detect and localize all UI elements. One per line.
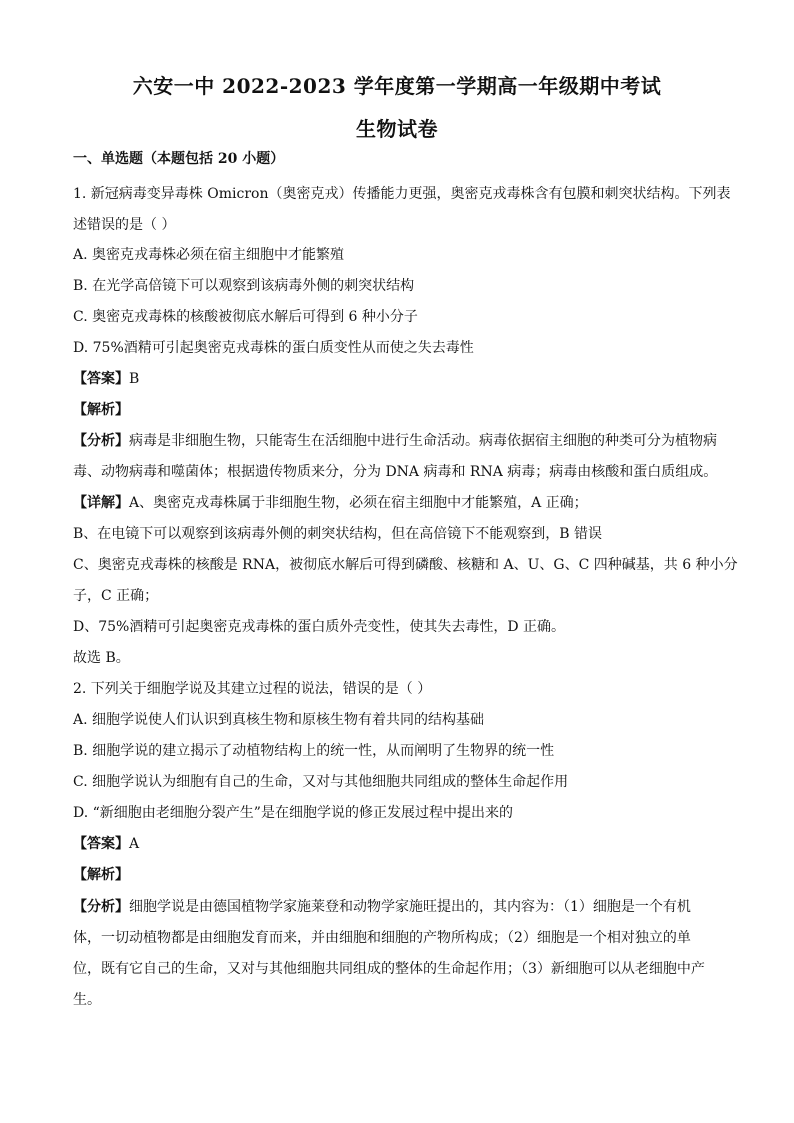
fenxi-label: 【分析】	[73, 433, 129, 449]
q2-answer	[73, 834, 139, 854]
q1-option-d: D. 75%酒精可引起奥密克戎毒株的蛋白质变性从而使之失去毒性	[73, 340, 474, 356]
q2-stem: 2. 下列关于细胞学说及其建立过程的说法，错误的是（ ）	[73, 681, 432, 697]
q1-answer	[73, 369, 139, 389]
q1-xiangjie-c2: 子，C 正确；	[73, 588, 159, 604]
q2-fenxi-line3: 位，既有它自己的生命，又对与其他细胞共同组成的整体的生命起作用；（3）新细胞可以从老细胞中产	[73, 961, 705, 977]
q1-fenxi-line2: 毒、动物病毒和噬菌体；根据遗传物质来分，分为 DNA 病毒和 RNA 病毒；病毒由核酸和蛋白质组成。	[73, 464, 718, 480]
answer-label: 【答案】	[73, 836, 129, 852]
q2-option-d: D. “新细胞由老细胞分裂产生”是在细胞学说的修正发展过程中提出来的	[73, 805, 513, 821]
fenxi-text: 病毒是非细胞生物，只能寄生在活细胞中进行生命活动。病毒依据宿主细胞的种类可分为植物病	[129, 433, 717, 449]
q1-option-c: C. 奥密克戎毒株的核酸被彻底水解后可得到 6 种小分子	[73, 309, 418, 325]
answer-label: 【答案】	[73, 371, 129, 387]
q1-option-b: B. 在光学高倍镜下可以观察到该病毒外侧的刺突状结构	[73, 278, 415, 294]
q2-option-a: A. 细胞学说使人们认识到真核生物和原核生物有着共同的结构基础	[73, 712, 485, 728]
q1-stem-line2: 述错误的是（ ）	[73, 217, 176, 233]
q1-analysis-label: 【解析】	[73, 402, 129, 418]
xiangjie-label: 【详解】	[73, 495, 129, 511]
q1-stem-line1: 1. 新冠病毒变异毒株 Omicron（奥密克戎）传播能力更强，奥密克戎毒株含有包膜和刺突状结构。下列表	[73, 186, 731, 202]
exam-subtitle: 生物试卷	[356, 117, 438, 141]
q2-fenxi-line1	[73, 897, 691, 917]
fenxi-text: 细胞学说是由德国植物学家施莱登和动物学家施旺提出的，其内容为：（1）细胞是一个有机	[129, 899, 691, 915]
q2-fenxi-line2: 体，一切动植物都是由细胞发育而来，并由细胞和细胞的产物所构成；（2）细胞是一个相对独立的单	[73, 930, 691, 946]
q2-option-c: C. 细胞学说认为细胞有自己的生命，又对与其他细胞共同组成的整体生命起作用	[73, 774, 569, 790]
xiangjie-text: A、奥密克戎毒株属于非细胞生物，必须在宿主细胞中才能繁殖，A 正确；	[129, 495, 588, 511]
exam-title: 六安一中 2022-2023 学年度第一学期高一年级期中考试	[132, 74, 662, 98]
q2-option-b: B. 细胞学说的建立揭示了动植物结构上的统一性，从而阐明了生物界的统一性	[73, 743, 555, 759]
q1-fenxi-line1	[73, 431, 717, 451]
q1-conclusion: 故选 B。	[73, 650, 130, 666]
q2-fenxi-line4: 生。	[73, 992, 101, 1008]
q1-xiangjie-c1: C、奥密克戎毒株的核酸是 RNA，被彻底水解后可得到磷酸、核糖和 A、U、G、C 四种碱基，共 6 种小分	[73, 557, 738, 573]
answer-value: B	[129, 371, 140, 387]
fenxi-label: 【分析】	[73, 899, 129, 915]
q1-xiangjie-b: B、在电镜下可以观察到该病毒外侧的刺突状结构，但在高倍镜下不能观察到，B 错误	[73, 526, 603, 542]
answer-value: A	[129, 836, 140, 852]
q2-analysis-label: 【解析】	[73, 867, 129, 883]
q1-xiangjie-d: D、75%酒精可引起奥密克戎毒株的蛋白质外壳变性，使其失去毒性，D 正确。	[73, 619, 566, 635]
q1-option-a: A. 奥密克戎毒株必须在宿主细胞中才能繁殖	[73, 247, 345, 263]
q1-xiangjie-a	[73, 493, 588, 513]
section-heading: 一、单选题（本题包括 20 小题）	[73, 151, 285, 167]
